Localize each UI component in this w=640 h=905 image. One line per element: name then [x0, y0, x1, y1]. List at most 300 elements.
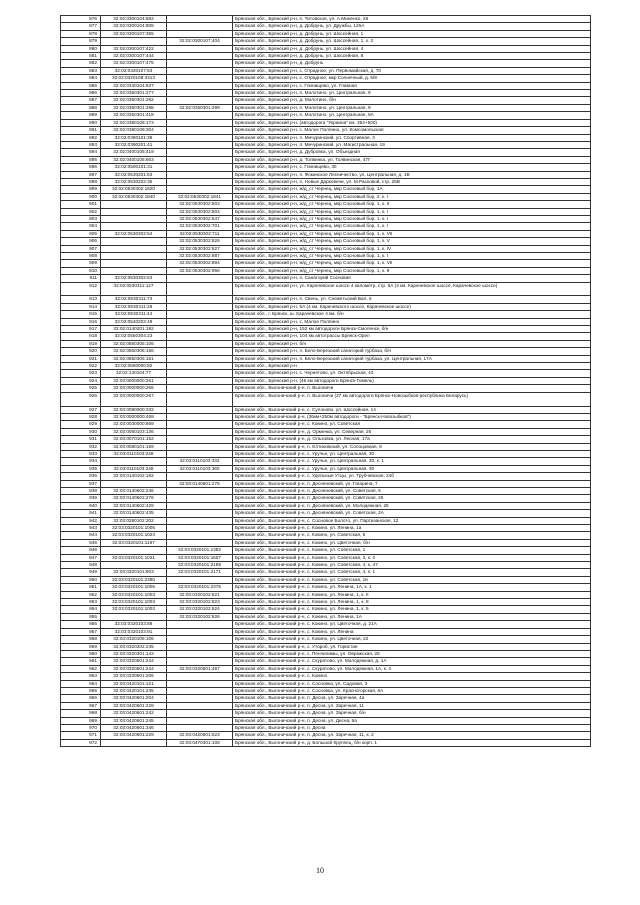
table-row: [61, 428, 591, 435]
cadastral-number-cell: 32:02:0320107:53: [101, 67, 167, 74]
address-cell: Брянская обл., Брянский р-н, с. Отрадное, ул. Первомайская, д. 70: [233, 67, 591, 74]
building-cadastral-number-cell: 32:02:0530302:956: [167, 267, 233, 274]
address-cell: Брянская обл., Брянский р-н, (автодорога "Украина" км. 354+500): [233, 119, 591, 126]
table-row: [61, 510, 591, 517]
row-number-cell: 876: [61, 16, 101, 23]
building-cadastral-number-cell: [167, 60, 233, 67]
row-number-cell: 880: [61, 45, 101, 52]
table-row: [61, 303, 591, 310]
page-number: 10: [316, 866, 324, 875]
table-row: [61, 186, 591, 193]
building-cadastral-number-cell: [167, 82, 233, 89]
table-row: [61, 502, 591, 509]
cadastral-number-cell: 32:02:0350301:298: [101, 104, 167, 111]
row-number-cell: 945: [61, 539, 101, 546]
row-number-cell: 923: [61, 370, 101, 377]
building-cadastral-number-cell: [167, 443, 233, 450]
building-cadastral-number-cell: [167, 75, 233, 82]
table-row: [61, 584, 591, 591]
address-cell: Брянская обл., Брянский р-н, д. Добрунь, ул. Шоссейная, 1, к. 2: [233, 38, 591, 45]
address-cell: Брянская обл., Брянский р-н, (46 км автодороги Брянск-Гомель): [233, 377, 591, 384]
address-cell: Брянская обл., Выгоничский р-н, п. Десна, ул. Заречная, б/н: [233, 710, 591, 717]
table-row: [61, 333, 591, 340]
cadastral-number-cell: 32:02:0350301:419: [101, 112, 167, 119]
cadastral-number-cell: 32:03:0320501:244: [101, 665, 167, 672]
building-cadastral-number-cell: [167, 650, 233, 657]
row-number-cell: 950: [61, 576, 101, 583]
address-cell: Брянская обл., Брянский р-н, с. Чернетово, ул. Октябрьская, 43: [233, 370, 591, 377]
building-cadastral-number-cell: [167, 576, 233, 583]
building-cadastral-number-cell: [167, 23, 233, 30]
row-number-cell: 896: [61, 164, 101, 171]
row-number-cell: 888: [61, 104, 101, 111]
table-row: [61, 702, 591, 709]
row-number-cell: 881: [61, 53, 101, 60]
cadastral-number-cell: 32:03:0320501:244: [101, 658, 167, 665]
cadastral-number-cell: 32:02:0530311:44: [101, 311, 167, 318]
table-row: [61, 164, 591, 171]
address-cell: Брянская обл., Выгоничский р-н, п. Елтиковский, ул. Солоцовная, 9: [233, 443, 591, 450]
table-row: [61, 673, 591, 680]
cadastral-number-cell: 32:03:0320101:1003: [101, 591, 167, 598]
address-cell: Брянская обл., Брянский р-н, ж/д_ст Чернец, мкр Сосновый бор, 2, к. I: [233, 193, 591, 200]
table-row: [61, 149, 591, 156]
cadastral-number-cell: 32:03:0320105:106: [101, 636, 167, 643]
building-cadastral-number-cell: 32:03:0320101:2171: [167, 569, 233, 576]
cadastral-number-cell: 32:03:0420601:346: [101, 724, 167, 731]
address-cell: Брянская обл., Брянский р-н, п. Фокинское Лесничество, ул. Центральная, д. 1В: [233, 171, 591, 178]
table-row: [61, 517, 591, 524]
cadastral-number-cell: 32:02:0580000:82: [101, 363, 167, 370]
row-number-cell: 954: [61, 606, 101, 613]
building-cadastral-number-cell: 32:03:0320102:821: [167, 591, 233, 598]
address-cell: Брянская обл., Выгоничский р-н, п. Десняневский, ул. Советская, 5: [233, 487, 591, 494]
cadastral-number-cell: 32:02:0390101:38: [101, 134, 167, 141]
cadastral-number-cell: 32:02:0550304:23: [101, 333, 167, 340]
cadastral-number-cell: 32:03:0140602:276: [101, 495, 167, 502]
cadastral-number-cell: [101, 245, 167, 252]
building-cadastral-number-cell: 32:03:0420601:523: [167, 732, 233, 739]
cadastral-number-cell: 32:03:0420101:235: [101, 687, 167, 694]
building-cadastral-number-cell: 32:02:0530302:1841: [167, 193, 233, 200]
row-number-cell: 906: [61, 238, 101, 245]
cadastral-number-cell: [101, 480, 167, 487]
table-row: [61, 621, 591, 628]
address-cell: Брянская обл., Выгоничский р-н, с. Уручье, ул. Центральная, 30, к. 1: [233, 458, 591, 465]
building-cadastral-number-cell: [167, 119, 233, 126]
address-cell: Брянская обл., Брянский р-н, ж/д_ст Чернец, мкр Сосновый бор, 1А: [233, 186, 591, 193]
address-cell: Брянская обл., Выгоничский р-н, с. Кокино: [233, 673, 591, 680]
building-cadastral-number-cell: [167, 702, 233, 709]
table-row: [61, 695, 591, 702]
address-cell: Брянская обл., Выгоничский р-н, с. Скуратово, ул. Молодежная, д. 1А: [233, 658, 591, 665]
table-row: [61, 119, 591, 126]
address-cell: Брянская обл., Брянский р-н, с. Глинищево, ул. Главная: [233, 82, 591, 89]
table-row: [61, 127, 591, 134]
building-cadastral-number-cell: 32:02:0530302:503: [167, 201, 233, 208]
address-cell: Брянская обл., Брянский р-н, ж/д_ст Чернец, мкр Сосновый бор, 1, к. I: [233, 253, 591, 260]
row-number-cell: 971: [61, 732, 101, 739]
row-number-cell: 908: [61, 253, 101, 260]
cadastral-number-cell: 32:03:0320101:1003: [101, 606, 167, 613]
cadastral-number-cell: 32:02:0350301:282: [101, 97, 167, 104]
address-cell: Брянская обл., Выгоничский р-н, с. Кокино, ул. Советская: [233, 421, 591, 428]
address-cell: Брянская обл., Выгоничский р-н, с. Кокино, ул. Ленина, 1а: [233, 525, 591, 532]
cadastral-number-cell: 32:03:0320101:803: [101, 569, 167, 576]
building-cadastral-number-cell: [167, 510, 233, 517]
table-row: [61, 377, 591, 384]
address-cell: Брянская обл., Брянский р-н, п. Бело-Березский санаторий турбаза, б/н: [233, 348, 591, 355]
address-cell: Брянская обл., Брянский р-н, с. Малое Полпино: [233, 318, 591, 325]
row-number-cell: 891: [61, 127, 101, 134]
row-number-cell: 935: [61, 465, 101, 472]
building-cadastral-number-cell: [167, 149, 233, 156]
row-number-cell: 972: [61, 739, 101, 746]
table-row: [61, 665, 591, 672]
cadastral-number-cell: 32:03:0140602:435: [101, 510, 167, 517]
table-row: [61, 90, 591, 97]
cadastral-number-cell: [101, 547, 167, 554]
address-cell: Брянская обл., Выгоничский р-н, с. Кокино, ул. Советская, 4, к. 47: [233, 562, 591, 569]
table-row: [61, 539, 591, 546]
building-cadastral-number-cell: [167, 53, 233, 60]
row-number-cell: 887: [61, 97, 101, 104]
row-number-cell: 947: [61, 554, 101, 561]
row-number-cell: 941: [61, 510, 101, 517]
building-cadastral-number-cell: [167, 363, 233, 370]
cadastral-number-cell: 32:02:0530311:28: [101, 303, 167, 310]
row-number-cell: 968: [61, 710, 101, 717]
address-cell: Брянская обл., Брянский р-н, 104 км автотрассы Брянск-Орел: [233, 333, 591, 340]
cadastral-number-cell: 32:03:0320101:1005: [101, 584, 167, 591]
row-number-cell: 939: [61, 495, 101, 502]
cadastral-number-cell: 32:03:0000000:267: [101, 392, 167, 406]
row-number-cell: 877: [61, 23, 101, 30]
address-cell: Брянская обл., Выгоничский р-н, с. Пенчилимы, ул. Овражская, 25: [233, 650, 591, 657]
cadastral-number-cell: 32:02:0300104:882: [101, 16, 167, 23]
address-cell: Брянская обл., Выгоничский р-н, с. Кокино, ул. Ленина, 1, к. 5: [233, 606, 591, 613]
building-cadastral-number-cell: [167, 16, 233, 23]
row-number-cell: 916: [61, 318, 101, 325]
table-row: [61, 30, 591, 37]
row-number-cell: 937: [61, 480, 101, 487]
building-cadastral-number-cell: [167, 673, 233, 680]
address-cell: Брянская обл., Выгоничский р-н, с. Кокино, ул. Советская, 3, к. 2: [233, 554, 591, 561]
row-number-cell: 961: [61, 658, 101, 665]
building-cadastral-number-cell: [167, 392, 233, 406]
cadastral-number-cell: 32:02:0380108:173: [101, 119, 167, 126]
cadastral-number-cell: 32:02:0500101:31: [101, 164, 167, 171]
table-row: [61, 245, 591, 252]
cadastral-number-cell: 32:03:0420101:121: [101, 680, 167, 687]
table-row: [61, 318, 591, 325]
table-row: [61, 732, 591, 739]
building-cadastral-number-cell: 32:03:0320101:2169: [167, 562, 233, 569]
row-number-cell: 942: [61, 517, 101, 524]
address-cell: Брянская обл., Выгоничский р-н, с. Сосновка, ул. Садовая, 3: [233, 680, 591, 687]
cadastral-register-table: [60, 15, 591, 747]
row-number-cell: 890: [61, 119, 101, 126]
row-number-cell: 921: [61, 355, 101, 362]
table-row: [61, 340, 591, 347]
row-number-cell: 965: [61, 687, 101, 694]
cadastral-number-cell: 32:03:0140602:429: [101, 502, 167, 509]
row-number-cell: 949: [61, 569, 101, 576]
building-cadastral-number-cell: [167, 539, 233, 546]
cadastral-number-cell: [101, 253, 167, 260]
address-cell: Брянская обл., Брянский р-н, д. Добрунь, ул. Шоссейная, 8: [233, 53, 591, 60]
building-cadastral-number-cell: [167, 377, 233, 384]
cadastral-number-cell: 32:02:0400105:419: [101, 149, 167, 156]
building-cadastral-number-cell: [167, 717, 233, 724]
cadastral-number-cell: 32:02:0140201:192: [101, 326, 167, 333]
table-row: [61, 628, 591, 635]
cadastral-number-cell: 32:02:0550305:161: [101, 355, 167, 362]
cadastral-number-cell: 32:03:0420601:204: [101, 695, 167, 702]
cadastral-number-cell: 32:03:0420601:245: [101, 717, 167, 724]
row-number-cell: 904: [61, 223, 101, 230]
building-cadastral-number-cell: 32:03:0320101:1382: [167, 547, 233, 554]
building-cadastral-number-cell: 32:03:0110103:332: [167, 458, 233, 465]
building-cadastral-number-cell: 32:02:0530302:701: [167, 223, 233, 230]
building-cadastral-number-cell: 32:02:0300107:404: [167, 38, 233, 45]
row-number-cell: 927: [61, 406, 101, 413]
row-number-cell: 917: [61, 326, 101, 333]
building-cadastral-number-cell: [167, 303, 233, 310]
row-number-cell: 934: [61, 458, 101, 465]
address-cell: Брянская обл., Выгоничский р-н, п. Десняневский, ул. Гагарина, 7: [233, 480, 591, 487]
building-cadastral-number-cell: [167, 421, 233, 428]
address-cell: Брянская обл., Выгоничский р-н, д. Большой Круппец, б/н корп. 1: [233, 739, 591, 746]
building-cadastral-number-cell: [167, 340, 233, 347]
row-number-cell: 928: [61, 413, 101, 420]
register-page: [60, 15, 590, 747]
building-cadastral-number-cell: 32:03:0320102:823: [167, 599, 233, 606]
building-cadastral-number-cell: [167, 333, 233, 340]
building-cadastral-number-cell: [167, 525, 233, 532]
table-row: [61, 355, 591, 362]
address-cell: Брянская обл., Брянский р-н, п. Бело-Березский санаторий турбаза, ул. Центральная, 17А: [233, 355, 591, 362]
address-cell: Брянская обл., Выгоничский р-н, п. Десна, ул. Заречная, 4а: [233, 695, 591, 702]
row-number-cell: 959: [61, 643, 101, 650]
table-row: [61, 650, 591, 657]
address-cell: Брянская обл., Брянский р-н, п. Молотино, ул. Центральная, 9: [233, 104, 591, 111]
building-cadastral-number-cell: [167, 370, 233, 377]
cadastral-number-cell: 32:03:0000000:459: [101, 413, 167, 420]
address-cell: Брянская обл., Выгоничский р-н, (36км+250м автодороги - "Брянск-Новозыбков"): [233, 413, 591, 420]
row-number-cell: 956: [61, 621, 101, 628]
address-cell: Брянская обл., Выгоничский р-н, с. Сосновое Болото, ул. Партизанская, 12: [233, 517, 591, 524]
table-row: [61, 67, 591, 74]
table-row: [61, 413, 591, 420]
building-cadastral-number-cell: 32:03:0320101:1607: [167, 554, 233, 561]
row-number-cell: 878: [61, 30, 101, 37]
table-row: [61, 465, 591, 472]
row-number-cell: 963: [61, 673, 101, 680]
row-number-cell: 929: [61, 421, 101, 428]
building-cadastral-number-cell: [167, 296, 233, 303]
address-cell: Брянская обл., Брянский р-н, д. Добрунь: [233, 60, 591, 67]
address-cell: Брянская обл., Выгоничский р-н, с. Кокино, ул. Советская, 1в: [233, 576, 591, 583]
cadastral-number-cell: [101, 208, 167, 215]
row-number-cell: 933: [61, 450, 101, 457]
row-number-cell: 970: [61, 724, 101, 731]
table-row: [61, 443, 591, 450]
address-cell: Брянская обл., Выгоничский р-н, с. Утороб, ул. Гористая: [233, 643, 591, 650]
table-row: [61, 636, 591, 643]
cadastral-number-cell: [101, 260, 167, 267]
cadastral-number-cell: 32:02:0300107:475: [101, 60, 167, 67]
address-cell: Брянская обл., Брянский р-н, ж/д_ст Чернец, мкр Сосновый бор, 1, к. I: [233, 215, 591, 222]
cadastral-number-cell: 32:03:0050103:136: [101, 428, 167, 435]
cadastral-number-cell: 32:03:0320202:235: [101, 643, 167, 650]
address-cell: Брянская обл., Выгоничский р-н, с. Кокино, ул. Ленина, 1А: [233, 613, 591, 620]
table-row: [61, 613, 591, 620]
building-cadastral-number-cell: [167, 517, 233, 524]
register-table-body: [61, 16, 591, 747]
table-row: [61, 193, 591, 200]
cadastral-number-cell: 32:03:0330501:206: [101, 673, 167, 680]
cadastral-number-cell: [101, 739, 167, 746]
cadastral-number-cell: 32:02:0530302:1840: [101, 193, 167, 200]
table-row: [61, 643, 591, 650]
cadastral-number-cell: [101, 223, 167, 230]
table-row: [61, 326, 591, 333]
address-cell: Брянская обл., Брянский р-н, 152 км автодороги Брянск-Смоленск, б/н: [233, 326, 591, 333]
table-row: [61, 45, 591, 52]
row-number-cell: 969: [61, 717, 101, 724]
table-row: [61, 687, 591, 694]
address-cell: Брянская обл., Выгоничский р-н, с. Кокино, ул. Ленина, 1А, к. 1: [233, 584, 591, 591]
cadastral-number-cell: 32:03:0110103:248: [101, 450, 167, 457]
table-row: [61, 311, 591, 318]
building-cadastral-number-cell: [167, 413, 233, 420]
table-row: [61, 60, 591, 67]
address-cell: Брянская обл., Выгоничский р-н, с. Кокино, ул. Цветочная, д. 21А: [233, 621, 591, 628]
cadastral-number-cell: 32:02:0530311:73: [101, 296, 167, 303]
address-cell: Брянская обл., Выгоничский р-н, с. Кокино, ул. Цветочная, 22: [233, 636, 591, 643]
building-cadastral-number-cell: 32:02:0530302:504: [167, 208, 233, 215]
address-cell: Брянская обл., Выгоничский р-н, с. Сулоново, ул. Шоссейная, 14: [233, 406, 591, 413]
cadastral-number-cell: 32:03:0140602:246: [101, 487, 167, 494]
table-row: [61, 480, 591, 487]
address-cell: Брянская обл., Выгоничский р-н, п. Выгоничи (27 км автодороги Брянск-Новозыбков-республика Беларусь): [233, 392, 591, 406]
building-cadastral-number-cell: [167, 141, 233, 148]
building-cadastral-number-cell: [167, 495, 233, 502]
building-cadastral-number-cell: [167, 621, 233, 628]
address-cell: Брянская обл., Брянский р-н, п. Санаторий Сосновая: [233, 275, 591, 282]
building-cadastral-number-cell: 32:03:0110103:360: [167, 465, 233, 472]
table-row: [61, 436, 591, 443]
address-cell: Брянская обл., г. Брянск, ш. Карачевское 4 км. б/н: [233, 311, 591, 318]
row-number-cell: 920: [61, 348, 101, 355]
row-number-cell: 893: [61, 141, 101, 148]
table-row: [61, 739, 591, 746]
cadastral-number-cell: [101, 562, 167, 569]
cadastral-number-cell: [101, 201, 167, 208]
row-number-cell: 894: [61, 149, 101, 156]
table-row: [61, 38, 591, 45]
address-cell: Брянская обл., Выгоничский р-н, с. Сосновка, ул. Красногорская, 6А: [233, 687, 591, 694]
address-cell: Брянская обл., Выгоничский р-н, с. Скуратово, ул. Молодежная, 1А, к. 3: [233, 665, 591, 672]
table-row: [61, 75, 591, 82]
row-number-cell: 902: [61, 208, 101, 215]
row-number-cell: 925: [61, 385, 101, 392]
cadastral-number-cell: 32:02:0550305:106: [101, 340, 167, 347]
building-cadastral-number-cell: [167, 348, 233, 355]
table-row: [61, 710, 591, 717]
row-number-cell: 901: [61, 201, 101, 208]
cadastral-number-cell: 32:02:0530202:35: [101, 178, 167, 185]
table-row: [61, 178, 591, 185]
address-cell: Брянская обл., Выгоничский р-н, п. Десна, ул. Заречная, 11, к. 2: [233, 732, 591, 739]
row-number-cell: 919: [61, 340, 101, 347]
row-number-cell: 914: [61, 303, 101, 310]
building-cadastral-number-cell: [167, 90, 233, 97]
row-number-cell: 882: [61, 60, 101, 67]
address-cell: Брянская обл., Брянский р-н: [233, 363, 591, 370]
cadastral-number-cell: 32:03:0080000:332: [101, 406, 167, 413]
cadastral-number-cell: 32:02:0320108:3313: [101, 75, 167, 82]
row-number-cell: 960: [61, 650, 101, 657]
table-row: [61, 525, 591, 532]
table-row: [61, 215, 591, 222]
table-row: [61, 296, 591, 303]
table-row: [61, 385, 591, 392]
address-cell: Брянская обл., Брянский р-н, п. Титовское, ул. А.Миненко, 28: [233, 16, 591, 23]
row-number-cell: 905: [61, 230, 101, 237]
row-number-cell: 955: [61, 613, 101, 620]
row-number-cell: 966: [61, 695, 101, 702]
building-cadastral-number-cell: [167, 275, 233, 282]
building-cadastral-number-cell: [167, 473, 233, 480]
cadastral-number-cell: 32:02:130104:77: [101, 370, 167, 377]
row-number-cell: 892: [61, 134, 101, 141]
cadastral-number-cell: 32:02:0540202:49: [101, 318, 167, 325]
table-row: [61, 495, 591, 502]
building-cadastral-number-cell: 32:02:0530302:711: [167, 230, 233, 237]
address-cell: Брянская обл., Выгоничский р-н, с. Кокино, ул. Советская, 5: [233, 532, 591, 539]
table-row: [61, 606, 591, 613]
row-number-cell: 957: [61, 628, 101, 635]
building-cadastral-number-cell: [167, 680, 233, 687]
address-cell: Брянская обл., Брянский р-н, д. Добрунь, ул. Дружбы, 126А: [233, 23, 591, 30]
row-number-cell: 940: [61, 502, 101, 509]
table-row: [61, 141, 591, 148]
building-cadastral-number-cell: [167, 428, 233, 435]
building-cadastral-number-cell: [167, 45, 233, 52]
cadastral-number-cell: 32:03:0070101:152: [101, 436, 167, 443]
cadastral-number-cell: 32:02:0340104:827: [101, 82, 167, 89]
address-cell: Брянская обл., Брянский р-н, 5А (4 км. Карачевского шоссе, Карачевское шоссе): [233, 303, 591, 310]
address-cell: Брянская обл., Брянский р-н, п. Молотино, ул. Центральная, 9: [233, 90, 591, 97]
address-cell: Брянская обл., Брянский р-н, ул. Карачевское шоссе 4 километр, стр. 5А (4 км. Карачевское шоссе, Карачевское шоссе): [233, 282, 591, 296]
cadastral-number-cell: 32:03:0320101:1197: [101, 539, 167, 546]
table-row: [61, 23, 591, 30]
cadastral-number-cell: 32:03:0320101:1003: [101, 599, 167, 606]
building-cadastral-number-cell: 32:02:0530302:827: [167, 245, 233, 252]
address-cell: Брянская обл., Выгоничский р-н, с. Уручье, ул. Центральная, 30: [233, 465, 591, 472]
table-row: [61, 569, 591, 576]
cadastral-number-cell: 32:02:0530311:127: [101, 282, 167, 296]
table-row: [61, 104, 591, 111]
row-number-cell: 899: [61, 186, 101, 193]
address-cell: Брянская обл., Брянский р-н, ж/д_ст Чернец, мкр Сосновый бор, 1, к. IV: [233, 245, 591, 252]
building-cadastral-number-cell: [167, 326, 233, 333]
address-cell: Брянская обл., Брянский р-н, с. Отрадное, мкр Солнечный, д. 5/8: [233, 75, 591, 82]
table-row: [61, 171, 591, 178]
address-cell: Брянская обл., Брянский р-н, д. Дубровка, ул. Объездная: [233, 149, 591, 156]
